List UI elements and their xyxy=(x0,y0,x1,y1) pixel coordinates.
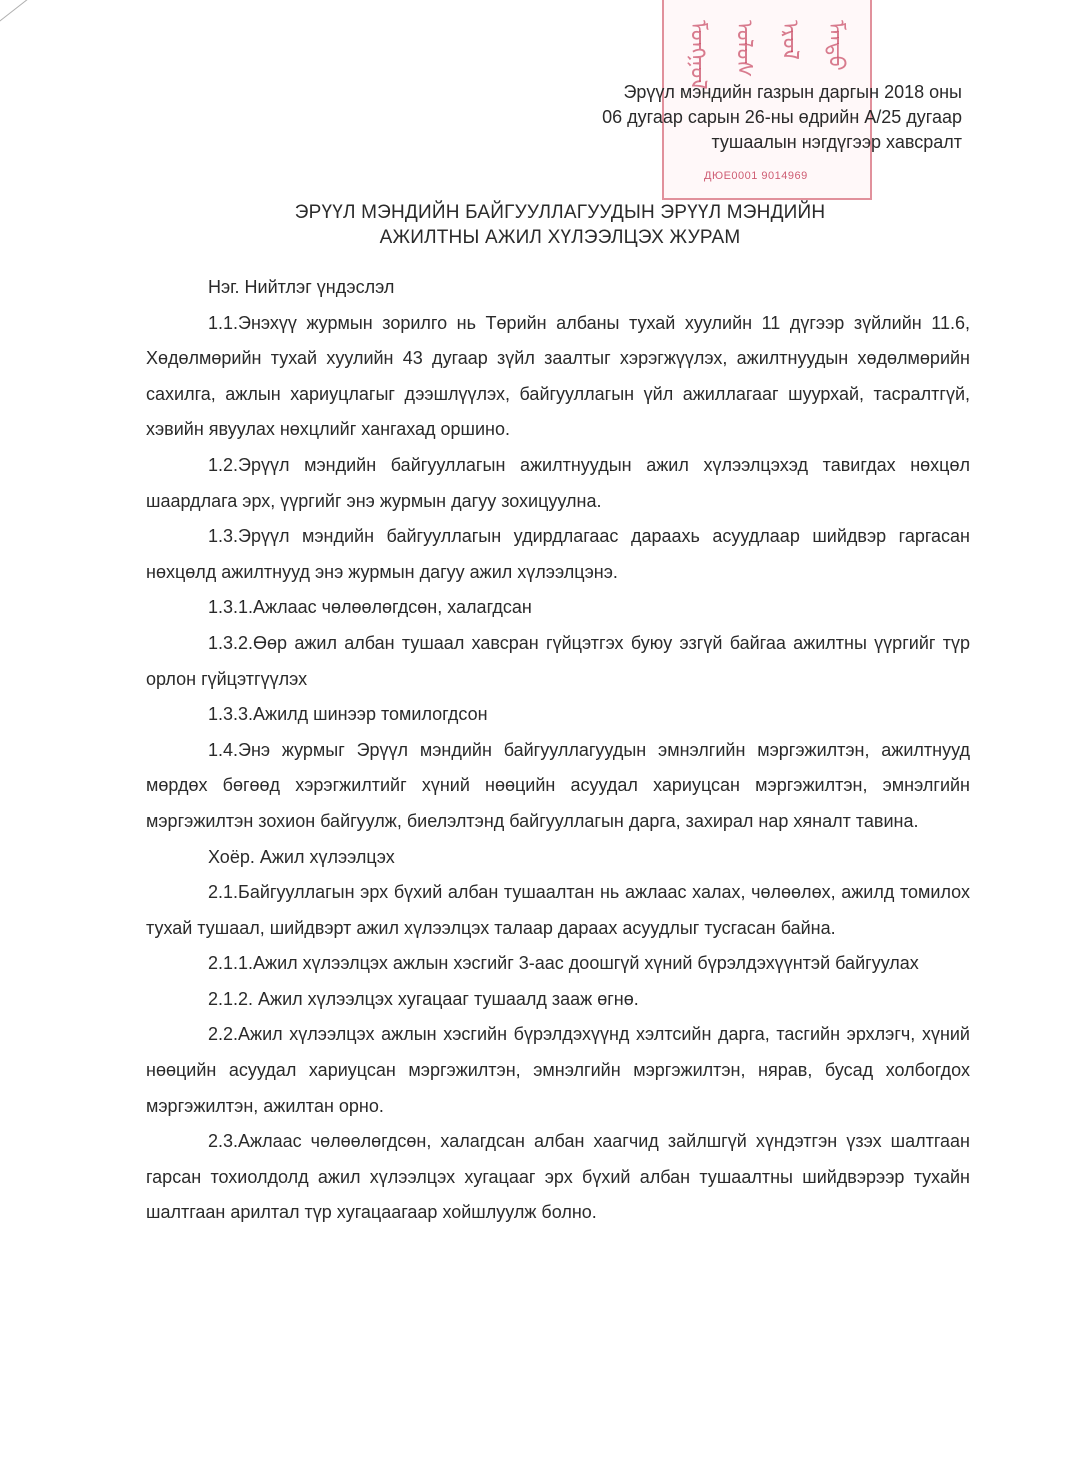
stamp-script-line-1: ᠮᠣᠩᠭᠣᠯ xyxy=(685,20,710,90)
title-line-1: ЭРҮҮЛ МЭНДИЙН БАЙГУУЛЛАГУУДЫН ЭРҮҮЛ МЭНДИЙН xyxy=(294,202,826,223)
stamp-code: ДЮЕ0001 9014969 xyxy=(704,170,808,182)
paragraph: 2.1.Байгууллагын эрх бүхий албан тушаалтан нь ажлаас халах, чөлөөлөх, ажилд томилох тухай тушаал, шийдвэрт ажил хүлээлцэх талаар дараах асуудлыг тусгасан байна. xyxy=(146,882,970,938)
paragraph: 1.3.3.Ажилд шинээр томилогдсон xyxy=(208,704,488,725)
stamp-script-line-4: ᠮᠡᠨᠳᠦ xyxy=(823,20,848,71)
annex-line: 06 дугаар сарын 26-ны өдрийн А/25 дугаар xyxy=(602,107,962,127)
annex-line: Эрүүл мэндийн газрын даргын 2018 оны xyxy=(623,82,962,102)
paragraph: 1.2.Эрүүл мэндийн байгууллагын ажилтнуудын ажил хүлээлцэхэд тавигдах нөхцөл шаардлага эрх, үүргийг энэ журмын дагуу зохицуулна. xyxy=(146,454,970,511)
paragraph: 2.3.Ажлаас чөлөөлөгдсөн, халагдсан албан хаагчид зайлшгүй хүндэтгэн үзэх шалтгаан гарсан тохиолдолд ажил хүлээлцэх хугацааг эрх бүхий албан тушаалтны шийдвэрээр тухайн шалтгаан арилтал түр хугацаагаар хойшлуулж болно. xyxy=(146,1131,970,1223)
document-body xyxy=(146,270,970,1231)
paragraph: 1.3.1.Ажлаас чөлөөлөгдсөн, халагдсан xyxy=(208,597,532,618)
paragraph: 1.3.Эрүүл мэндийн байгууллагын удирдлагаас дараахь асуудлаар шийдвэр гаргасан нөхцөлд ажилтнууд энэ журмын дагуу ажил хүлээлцэнэ. xyxy=(146,526,970,582)
document-title xyxy=(0,200,1080,250)
paragraph: 1.3.2.Өөр ажил албан тушаал хавсран гүйцэтгэх буюу эзгүй байгаа ажилтны үүргийг түр орлон гүйцэтгүүлэх xyxy=(146,632,970,689)
paragraph: 2.1.1.Ажил хүлээлцэх ажлын хэсгийг 3-аас доошгүй хүний бүрэлдэхүүнтэй байгуулах xyxy=(208,953,919,974)
title-line-2: АЖИЛТНЫ АЖИЛ ХҮЛЭЭЛЦЭХ ЖУРАМ xyxy=(379,227,741,248)
stamp-script-line-3: ᠡᠷᠦᠯ xyxy=(777,20,802,60)
stamp-script-line-2: ᠤᠯᠤᠰ xyxy=(731,20,756,78)
annex-line: тушаалын нэгдүгээр хавсралт xyxy=(711,132,962,152)
annex-reference xyxy=(602,80,962,155)
paragraph: 1.1.Энэхүү журмын зорилго нь Төрийн албаны тухай хуулийн 11 дүгээр зүйлийн 11.6, Хөдөлмөрийн тухай хуулийн 43 дугаар зүйл заалтыг хэрэгжүүлэх, ажилтнуудын хөдөлмөрийн сахилга, ажлын хариуцлагыг дээшлүүлэх, байгууллагын үйл ажиллагааг шуурхай, тасралтгүй, хэвийн явуулах нөхцлийг хангахад оршино. xyxy=(146,312,970,440)
paragraph: 2.1.2. Ажил хүлээлцэх хугацааг тушаалд зааж өгнө. xyxy=(208,988,639,1009)
paragraph: 2.2.Ажил хүлээлцэх ажлын хэсгийн бүрэлдэхүүнд хэлтсийн дарга, тасгийн эрхлэгч, хүний нөөцийн асуудал хариуцсан мэргэжилтэн, эмнэлгийн мэргэжилтэн, нярав, бусад холбогдох мэргэжилтэн, ажилтан орно. xyxy=(146,1024,970,1116)
scan-edge-line xyxy=(0,0,75,37)
section-heading: Хоёр. Ажил хүлээлцэх xyxy=(208,846,395,867)
paragraph: 1.4.Энэ журмыг Эрүүл мэндийн байгууллагуудын эмнэлгийн мэргэжилтэн, ажилтнууд мөрдөх бөгөөд хэрэгжилтийг хүний нөөцийн асуудал хариуцсан мэргэжилтэн, эмнэлгийн мэргэжилтэн зохион байгуулж, биелэлтэнд байгууллагын дарга, захирал нар хяналт тавина. xyxy=(146,739,970,831)
section-heading: Нэг. Нийтлэг үндэслэл xyxy=(208,277,395,297)
